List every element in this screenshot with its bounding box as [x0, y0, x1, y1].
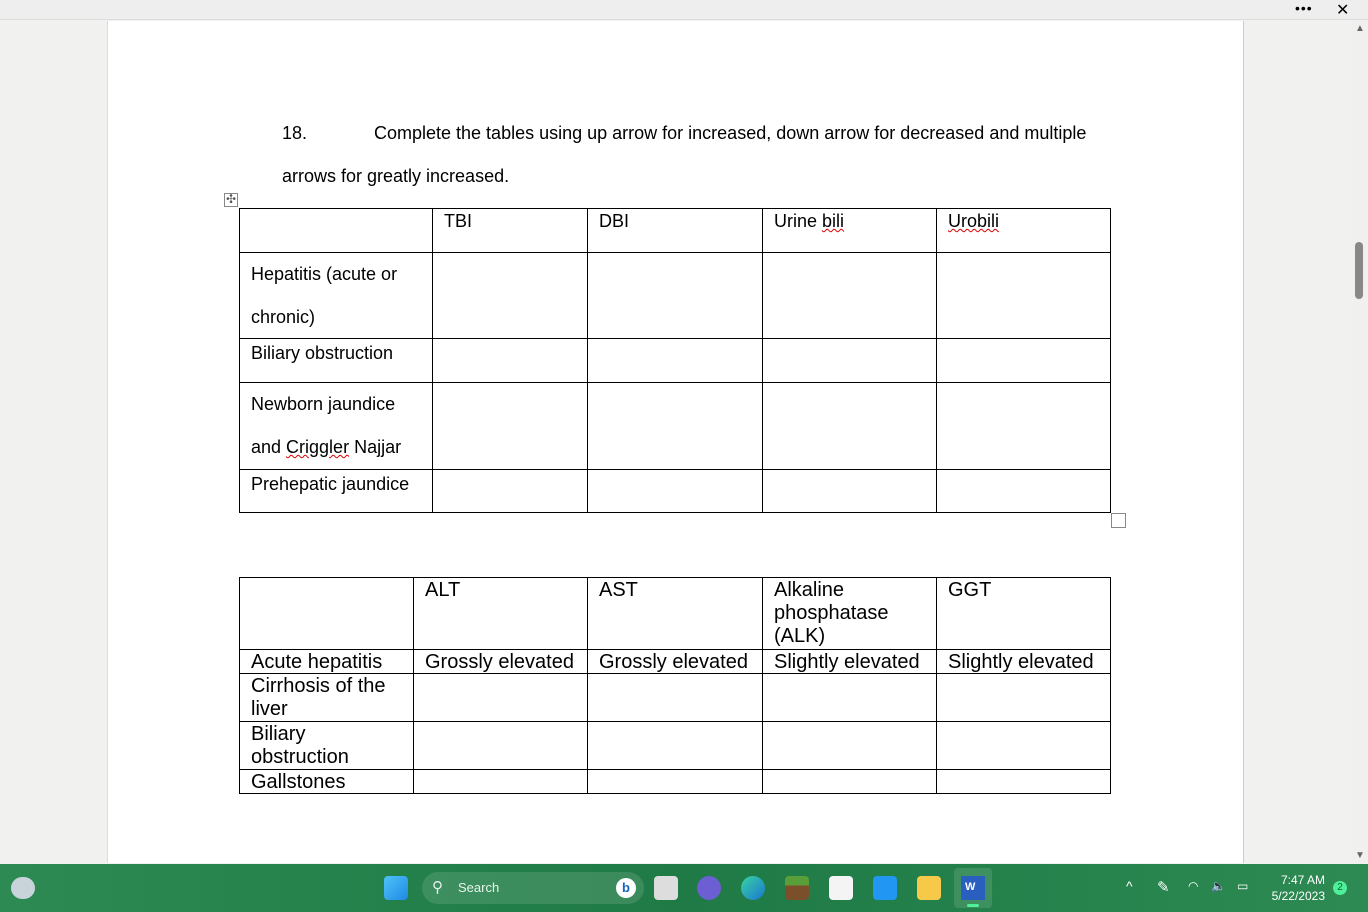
taskbar — [0, 864, 1368, 912]
question-text-line1: Complete the tables using up arrow for increased, down arrow for decreased and multiple — [374, 123, 1087, 143]
table-cell[interactable] — [762, 721, 937, 770]
table-cell[interactable] — [587, 469, 763, 513]
row-label[interactable]: Gallstones — [239, 769, 414, 794]
notification-badge[interactable]: 2 — [1333, 881, 1347, 895]
wifi-icon[interactable]: ◠ — [1188, 879, 1199, 893]
scroll-down-icon[interactable]: ▼ — [1355, 850, 1365, 861]
word-taskbar-button[interactable] — [954, 868, 992, 908]
table-cell[interactable] — [936, 382, 1111, 470]
table-cell[interactable] — [936, 721, 1111, 770]
row-label[interactable]: Cirrhosis of the liver — [239, 673, 414, 722]
battery-icon[interactable]: ▭ — [1237, 879, 1249, 893]
table-cell[interactable] — [762, 382, 937, 470]
row-label[interactable]: Prehepatic jaundice — [239, 469, 433, 513]
table-cell[interactable] — [936, 252, 1111, 339]
table-cell[interactable] — [587, 382, 763, 470]
table-cell[interactable] — [587, 721, 763, 770]
table-cell[interactable] — [587, 769, 763, 794]
table-cell[interactable] — [432, 382, 588, 470]
clock-date[interactable]: 5/22/2023 — [1271, 889, 1325, 903]
table-move-handle-icon[interactable]: ✣ — [225, 192, 237, 206]
table-cell[interactable] — [587, 338, 763, 383]
task-view-icon[interactable] — [654, 876, 678, 900]
store-icon[interactable] — [829, 876, 853, 900]
table-cell[interactable] — [762, 252, 937, 339]
table-cell[interactable] — [936, 338, 1111, 383]
table-cell[interactable] — [413, 721, 588, 770]
row-label[interactable]: Biliary obstruction — [239, 721, 414, 770]
mail-icon[interactable] — [873, 876, 897, 900]
row-label[interactable]: Biliary obstruction — [239, 338, 433, 383]
bing-icon[interactable]: b — [616, 878, 636, 898]
table-cell[interactable] — [413, 769, 588, 794]
table-cell[interactable] — [432, 338, 588, 383]
header-cell[interactable]: DBI — [587, 208, 763, 253]
title-bar — [0, 0, 1368, 20]
teams-chat-icon[interactable] — [697, 876, 721, 900]
row-label[interactable]: Hepatitis (acute or chronic) — [239, 252, 433, 339]
header-cell[interactable]: Urobili — [936, 208, 1111, 253]
table-cell[interactable]: Grossly elevated — [413, 649, 588, 674]
vertical-scrollbar[interactable] — [1352, 21, 1368, 863]
clock-time[interactable]: 7:47 AM — [1280, 873, 1325, 887]
table-cell[interactable] — [762, 673, 937, 722]
header-cell[interactable]: Urine bili — [762, 208, 937, 253]
header-cell[interactable]: GGT — [936, 577, 1111, 650]
row-label[interactable]: Acute hepatitis — [239, 649, 414, 674]
table-cell[interactable]: Grossly elevated — [587, 649, 763, 674]
table-resize-handle[interactable] — [1111, 513, 1126, 528]
table-cell[interactable] — [936, 673, 1111, 722]
table-cell[interactable] — [762, 469, 937, 513]
word-icon: W — [961, 876, 985, 900]
question-text-line2: arrows for greatly increased. — [282, 166, 510, 186]
table-cell[interactable] — [587, 673, 763, 722]
file-explorer-icon[interactable] — [917, 876, 941, 900]
minecraft-icon[interactable] — [785, 876, 809, 900]
table-cell[interactable] — [413, 673, 588, 722]
row-label[interactable]: Newborn jaundice and Criggler Najjar — [239, 382, 433, 470]
header-cell[interactable]: ALT — [413, 577, 588, 650]
chevron-up-icon[interactable]: ^ — [1126, 878, 1133, 894]
active-indicator — [967, 904, 979, 907]
header-cell[interactable]: TBI — [432, 208, 588, 253]
pen-icon[interactable]: ✎ — [1157, 879, 1170, 896]
more-options-button[interactable]: ••• — [1295, 0, 1313, 16]
table-cell[interactable] — [936, 769, 1111, 794]
table-cell[interactable] — [936, 469, 1111, 513]
question-number: 18. — [282, 123, 308, 143]
table-cell[interactable] — [239, 208, 433, 253]
close-button[interactable]: ✕ — [1336, 2, 1350, 19]
table-cell[interactable]: Slightly elevated — [936, 649, 1111, 674]
volume-icon[interactable]: 🔈 — [1211, 879, 1226, 893]
start-icon[interactable] — [384, 876, 408, 900]
header-cell[interactable]: Alkaline phosphatase (ALK) — [762, 577, 937, 650]
search-box[interactable]: ⚲ Search b — [422, 872, 644, 904]
scroll-thumb[interactable] — [1355, 242, 1363, 299]
table-cell[interactable] — [432, 252, 588, 339]
table-cell[interactable] — [587, 252, 763, 339]
table-cell[interactable] — [762, 769, 937, 794]
table-cell[interactable]: Slightly elevated — [762, 649, 937, 674]
header-cell[interactable] — [239, 577, 414, 650]
search-icon: ⚲ — [432, 879, 443, 896]
weather-icon[interactable] — [11, 877, 35, 899]
table-cell[interactable] — [432, 469, 588, 513]
table-cell[interactable] — [762, 338, 937, 383]
scroll-up-icon[interactable]: ▲ — [1355, 23, 1365, 34]
edge-icon[interactable] — [741, 876, 765, 900]
header-cell[interactable]: AST — [587, 577, 763, 650]
